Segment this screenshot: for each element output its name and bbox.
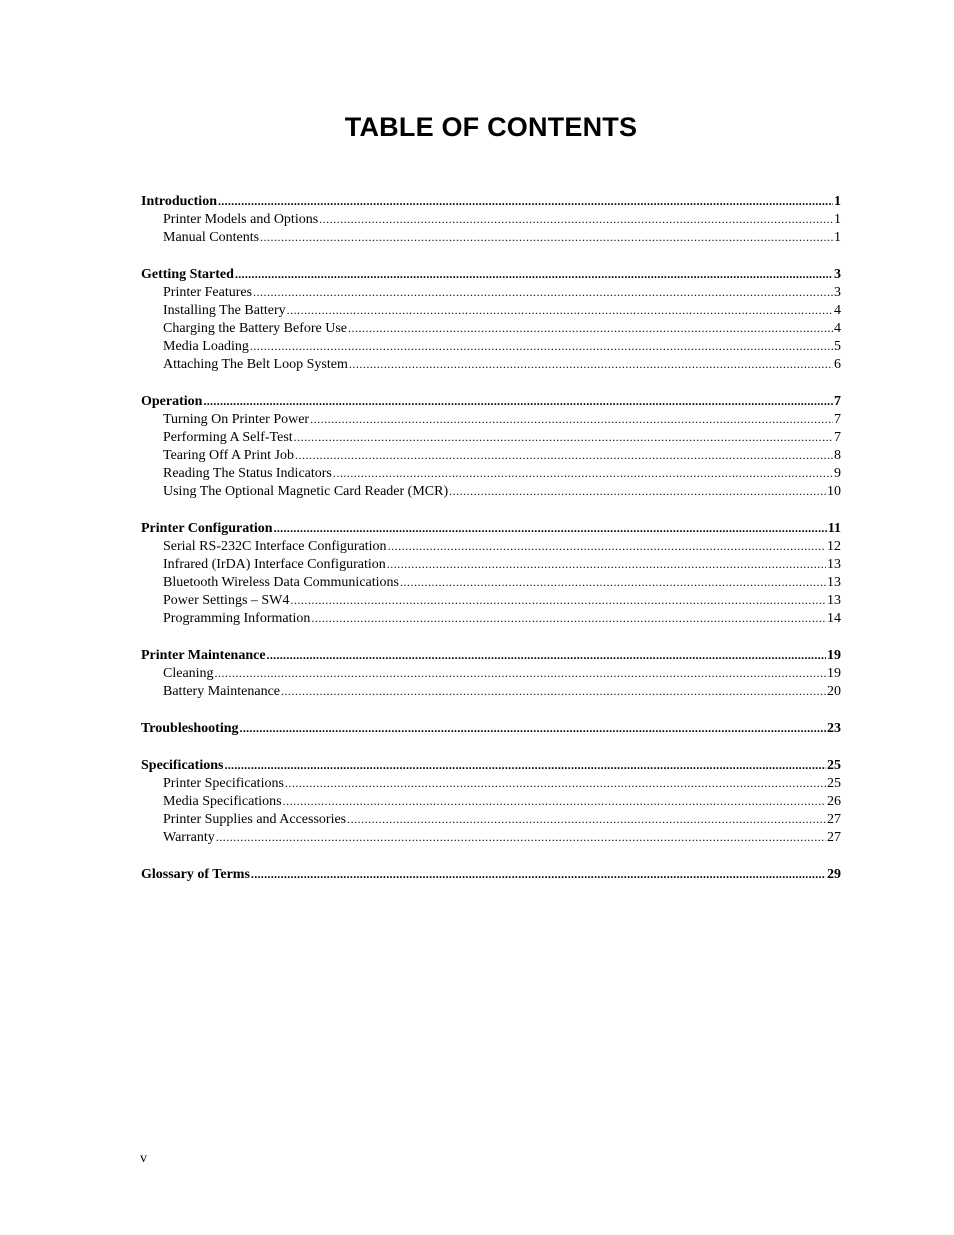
dot-leader xyxy=(319,210,833,228)
dot-leader xyxy=(349,355,833,373)
toc-section xyxy=(141,265,841,373)
toc-section-entry-page-number: 7 xyxy=(834,394,841,409)
toc-subsection-entry-label: Printer Supplies and Accessories xyxy=(163,812,347,827)
toc-subsection-entry[interactable] xyxy=(141,283,841,301)
toc-section-entry-page-number: 25 xyxy=(827,758,841,773)
toc-subsection-entry[interactable] xyxy=(141,591,841,609)
toc-subsection-entry-page-number: 4 xyxy=(834,303,841,318)
dot-leader xyxy=(388,537,826,555)
toc-subsection-entry-label: Printer Features xyxy=(163,285,253,300)
toc-subsection-entry-page-number: 13 xyxy=(827,557,841,572)
toc-section-entry-label: Introduction xyxy=(141,194,217,209)
toc-subsection-entry-page-number: 5 xyxy=(834,339,841,354)
dot-leader xyxy=(274,519,827,537)
toc-subsection-entry-label: Using The Optional Magnetic Card Reader (MCR) xyxy=(163,484,449,499)
dot-leader xyxy=(400,573,826,591)
dot-leader xyxy=(260,228,833,246)
toc-subsection-entry-page-number: 12 xyxy=(827,539,841,554)
toc-subsection-entry-label: Bluetooth Wireless Data Communications xyxy=(163,575,399,590)
dot-leader xyxy=(216,828,826,846)
toc-section-entry[interactable] xyxy=(141,719,841,737)
toc-subsection-entry-page-number: 10 xyxy=(827,484,841,499)
toc-subsection-entry-page-number: 26 xyxy=(827,794,841,809)
toc-section xyxy=(141,865,841,883)
dot-leader xyxy=(287,301,833,319)
toc-section-entry-page-number: 19 xyxy=(827,648,841,663)
dot-leader xyxy=(311,609,826,627)
footer-page-number: v xyxy=(140,1151,147,1166)
dot-leader xyxy=(250,337,833,355)
dot-leader xyxy=(290,591,826,609)
toc-subsection-entry[interactable] xyxy=(141,464,841,482)
dot-leader xyxy=(333,464,833,482)
toc-subsection-entry-page-number: 1 xyxy=(834,212,841,227)
toc-section-entry[interactable] xyxy=(141,646,841,664)
toc-subsection-entry-page-number: 25 xyxy=(827,776,841,791)
toc-section xyxy=(141,519,841,627)
toc-subsection-entry-label: Cleaning xyxy=(163,666,214,681)
toc-section-entry-label: Getting Started xyxy=(141,267,234,282)
toc-section-entry[interactable] xyxy=(141,392,841,410)
toc-section-entry-page-number: 1 xyxy=(834,194,841,209)
toc-subsection-entry[interactable] xyxy=(141,555,841,573)
toc-subsection-entry-label: Charging the Battery Before Use xyxy=(163,321,348,336)
dot-leader xyxy=(347,810,826,828)
toc-subsection-entry-label: Performing A Self-Test xyxy=(163,430,293,445)
toc-section-entry-label: Printer Configuration xyxy=(141,521,273,536)
dot-leader xyxy=(310,410,833,428)
dot-leader xyxy=(215,664,826,682)
toc-subsection-entry-page-number: 6 xyxy=(834,357,841,372)
dot-leader xyxy=(348,319,833,337)
toc-subsection-entry[interactable] xyxy=(141,301,841,319)
toc-subsection-entry-label: Infrared (IrDA) Interface Configuration xyxy=(163,557,386,572)
toc-subsection-entry-label: Tearing Off A Print Job xyxy=(163,448,294,463)
toc-subsection-entry[interactable] xyxy=(141,537,841,555)
toc-subsection-entry-label: Reading The Status Indicators xyxy=(163,466,332,481)
dot-leader xyxy=(203,392,833,410)
dot-leader xyxy=(218,192,833,210)
toc-subsection-entry-label: Serial RS-232C Interface Configuration xyxy=(163,539,387,554)
toc-subsection-entry[interactable] xyxy=(141,446,841,464)
dot-leader xyxy=(387,555,826,573)
toc-subsection-entry[interactable] xyxy=(141,228,841,246)
toc-subsection-entry[interactable] xyxy=(141,319,841,337)
toc-subsection-entry[interactable] xyxy=(141,573,841,591)
toc-section xyxy=(141,646,841,700)
toc-subsection-entry[interactable] xyxy=(141,609,841,627)
toc-subsection-entry-label: Printer Models and Options xyxy=(163,212,319,227)
toc-subsection-entry-page-number: 13 xyxy=(827,593,841,608)
dot-leader xyxy=(224,756,826,774)
toc-subsection-entry[interactable] xyxy=(141,664,841,682)
dot-leader xyxy=(295,446,833,464)
table-of-contents xyxy=(141,192,841,902)
toc-section xyxy=(141,719,841,737)
toc-subsection-entry[interactable] xyxy=(141,792,841,810)
toc-subsection-entry-page-number: 3 xyxy=(834,285,841,300)
dot-leader xyxy=(235,265,833,283)
toc-subsection-entry-page-number: 8 xyxy=(834,448,841,463)
toc-section-entry-page-number: 3 xyxy=(834,267,841,282)
toc-subsection-entry-label: Programming Information xyxy=(163,611,311,626)
dot-leader xyxy=(240,719,826,737)
toc-section-entry[interactable] xyxy=(141,192,841,210)
toc-section-entry-page-number: 23 xyxy=(827,721,841,736)
toc-section-entry-page-number: 11 xyxy=(827,521,841,536)
toc-subsection-entry-page-number: 13 xyxy=(827,575,841,590)
toc-section-entry-label: Printer Maintenance xyxy=(141,648,266,663)
toc-subsection-entry-label: Media Loading xyxy=(163,339,249,354)
dot-leader xyxy=(285,774,826,792)
toc-subsection-entry[interactable] xyxy=(141,774,841,792)
dot-leader xyxy=(267,646,826,664)
page-title: TABLE OF CONTENTS xyxy=(344,112,638,142)
dot-leader xyxy=(294,428,833,446)
toc-section-entry[interactable] xyxy=(141,265,841,283)
toc-subsection-entry[interactable] xyxy=(141,682,841,700)
toc-section xyxy=(141,392,841,500)
toc-subsection-entry[interactable] xyxy=(141,355,841,373)
toc-subsection-entry-label: Turning On Printer Power xyxy=(163,412,310,427)
toc-section-entry-page-number: 29 xyxy=(827,867,841,882)
toc-subsection-entry[interactable] xyxy=(141,210,841,228)
dot-leader xyxy=(251,865,826,883)
toc-section-entry-label: Glossary of Terms xyxy=(141,867,250,882)
toc-subsection-entry-page-number: 7 xyxy=(834,412,841,427)
toc-subsection-entry-page-number: 19 xyxy=(827,666,841,681)
dot-leader xyxy=(449,482,826,500)
toc-subsection-entry-page-number: 7 xyxy=(834,430,841,445)
toc-section-entry[interactable] xyxy=(141,756,841,774)
toc-section-entry[interactable] xyxy=(141,865,841,883)
toc-subsection-entry-label: Power Settings – SW4 xyxy=(163,593,290,608)
toc-subsection-entry-label: Printer Specifications xyxy=(163,776,284,791)
toc-subsection-entry[interactable] xyxy=(141,810,841,828)
toc-section-entry-label: Operation xyxy=(141,394,203,409)
toc-subsection-entry-page-number: 14 xyxy=(827,611,841,626)
toc-section xyxy=(141,192,841,246)
toc-subsection-entry-label: Manual Contents xyxy=(163,230,260,245)
toc-subsection-entry[interactable] xyxy=(141,410,841,428)
toc-subsection-entry[interactable] xyxy=(141,482,841,500)
dot-leader xyxy=(283,792,826,810)
toc-subsection-entry-label: Installing The Battery xyxy=(163,303,286,318)
toc-subsection-entry-label: Battery Maintenance xyxy=(163,684,281,699)
toc-subsection-entry[interactable] xyxy=(141,828,841,846)
toc-subsection-entry-page-number: 4 xyxy=(834,321,841,336)
toc-subsection-entry-page-number: 27 xyxy=(827,830,841,845)
toc-subsection-entry-label: Media Specifications xyxy=(163,794,282,809)
toc-subsection-entry-label: Warranty xyxy=(163,830,215,845)
toc-section-entry[interactable] xyxy=(141,519,841,537)
dot-leader xyxy=(253,283,833,301)
toc-subsection-entry-page-number: 20 xyxy=(827,684,841,699)
toc-subsection-entry-page-number: 1 xyxy=(834,230,841,245)
toc-subsection-entry[interactable] xyxy=(141,337,841,355)
toc-section-entry-label: Specifications xyxy=(141,758,224,773)
toc-subsection-entry-label: Attaching The Belt Loop System xyxy=(163,357,348,372)
toc-section xyxy=(141,756,841,846)
toc-subsection-entry-page-number: 9 xyxy=(834,466,841,481)
toc-section-entry-label: Troubleshooting xyxy=(141,721,239,736)
toc-subsection-entry-page-number: 27 xyxy=(827,812,841,827)
dot-leader xyxy=(281,682,826,700)
toc-subsection-entry[interactable] xyxy=(141,428,841,446)
